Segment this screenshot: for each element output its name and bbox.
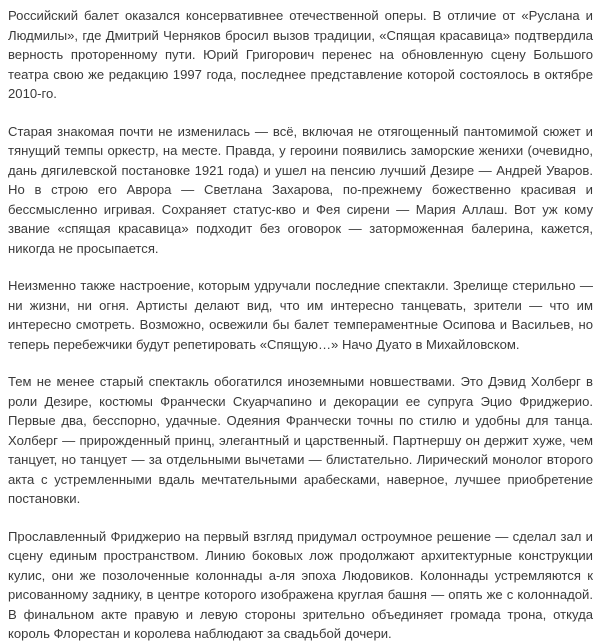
paragraph-novelties: Тем не менее старый спектакль обогатился иноземными новшествами. Это Дэвид Холберг в роли Дезире, костюмы Франчески Скуарчапино и декорации ее супруга Эцио Фриджерио. Первые два, бесспорно, удачные. Одеяния Франчески точны по стилю и удобны для танца. Холберг — прирожденный принц, элегантный и царственный. Партнершу он держит хуже, чем танцует, но танцует — за отдельными вычетами — блистательно. Лирический монолог второго акта с устремленными вдаль мечтательными арабесками, наверное, лучшее приобретение постановки. [8, 374, 593, 506]
paragraph-mood: Неизменно также настроение, которым удручали последние спектакли. Зрелище стерильно — ни жизни, ни огня. Артисты делают вид, что им интересно танцевать, зрители — что им интересно смотреть. Возможно, освежили бы балет темпераментные Осипова и Васильев, но теперь перебежчики будут репетировать «Спящую…» Начо Дуато в Михайловском. [8, 278, 593, 352]
paragraph-cast: Старая знакомая почти не изменилась — всё, включая не отягощенный пантомимой сюжет и тянущий темпы оркестр, на месте. Правда, у героини появились заморские женихи (очевидно, дань дягилевской постановке 1921 года) и ушел на пенсию лучший Дезире — Андрей Уваров. Но в строю его Аврора — Светлана Захарова, по-прежнему божественно красивая и бессмысленно игривая. Сохраняет статус-кво и Фея сирени — Мария Аллаш. Вот уж кому звание «спящая красавица» подходит без оговорок — заторможенная балерина, кажется, никогда не просыпается. [8, 123, 593, 256]
paragraph-intro: Российский балет оказался консервативнее отечественной оперы. В отличие от «Руслана и Людмилы», где Дмитрий Черняков бросил вызов традиции, «Спящая красавица» подтвердила верность проторенному пути. Юрий Григорович перенес на обновленную сцену Большого театра свою же редакцию 1997 года, последнее представление которой состоялось в октябре 2010-го. [8, 8, 593, 101]
paragraph-scenery: Прославленный Фриджерио на первый взгляд придумал остроумное решение — сделал зал и сцену единым пространством. Линию боковых лож продолжают архитектурные конструкции кулис, они же позолоченные колоннады а-ля эпоха Людовиков. Колоннады устремляются к рисованному заднику, в центре которого изображена круглая башня — опять же с колоннадой. В финальном акте правую и левую стороны зрительно объединяет громада трона, откуда король Флорестан и королева наблюдают за свадьбой дочери. [8, 528, 593, 641]
